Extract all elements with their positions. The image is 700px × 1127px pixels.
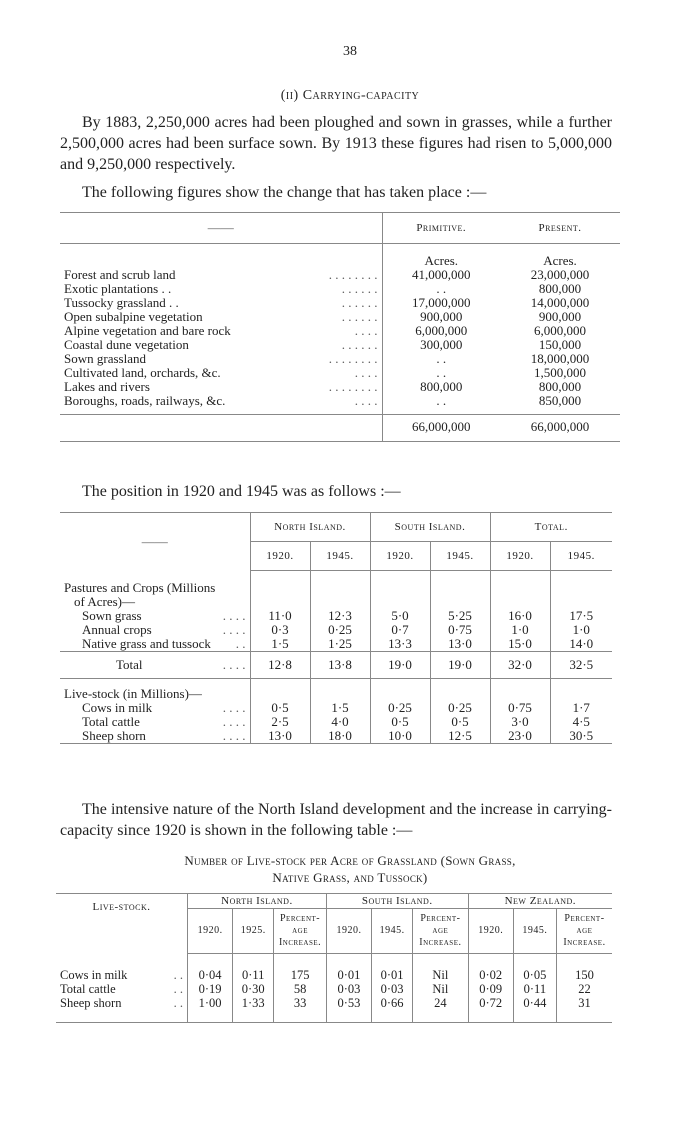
leader-dots: . . . . . . xyxy=(341,337,378,352)
leader-dots: . . . . xyxy=(354,323,378,338)
year-header: 1920. xyxy=(187,909,232,954)
row-label: Annual crops xyxy=(82,621,152,637)
value-cell: 12·5 xyxy=(430,729,490,744)
table-row xyxy=(60,609,612,623)
value-cell: 0·01 xyxy=(372,968,413,982)
table-row xyxy=(60,729,612,744)
section-title: (ii) Carrying-capacity xyxy=(280,88,420,103)
value-cell: 16·0 xyxy=(490,609,550,623)
leader-dots: . . . . xyxy=(222,699,246,715)
total-present: 66,000,000 xyxy=(500,415,620,442)
livestock-label xyxy=(56,982,187,996)
leader-dots: . . . . xyxy=(222,656,246,672)
primitive-value: 6,000,000 xyxy=(382,324,500,338)
total-value: 12·8 xyxy=(250,651,310,678)
t3-group-north: North Island. xyxy=(187,894,326,909)
value-cell: 0·11 xyxy=(233,968,274,982)
pct-header-line: age xyxy=(576,925,593,936)
pastures-header: Pastures and Crops (Millions xyxy=(64,579,216,595)
present-value: 1,500,000 xyxy=(534,365,586,380)
value-cell: 0·03 xyxy=(372,982,413,996)
leader-dots: . . xyxy=(173,995,183,1010)
year-header: 1945. xyxy=(513,909,556,954)
row-label: Coastal dune vegetation xyxy=(64,337,189,352)
pastures-header-cont: of Acres)— xyxy=(74,593,136,609)
row-label-cell xyxy=(60,609,250,623)
total-primitive: 66,000,000 xyxy=(382,415,500,442)
caption-line-2: Native Grass, and Tussock) xyxy=(272,870,428,885)
table-row xyxy=(60,324,620,338)
livestock-header: Live-stock (in Millions)— xyxy=(64,685,202,701)
leader-dots: . . . . . . . . xyxy=(328,379,378,394)
table-row xyxy=(56,968,612,982)
primitive-value: . . xyxy=(382,282,500,296)
value-cell: 0·5 xyxy=(430,715,490,729)
pct-header xyxy=(413,909,468,954)
table-row xyxy=(60,366,620,380)
total-label-cell xyxy=(60,651,250,678)
value-cell: 14·0 xyxy=(550,637,612,652)
vegetation-label xyxy=(60,268,382,282)
value-cell: 0·75 xyxy=(430,623,490,637)
row-label: Exotic plantations . . xyxy=(64,281,172,296)
leader-dots: . . . . xyxy=(354,393,378,408)
paragraph-1: By 1883, 2,250,000 acres had been ploughed and sown in grasses, while a further 2,500,000 acres had been surface sown. By 1913 these figures had risen to 5,000,000 and 9,250,000 respectively. xyxy=(60,114,612,173)
value-cell: 5·25 xyxy=(430,609,490,623)
value-cell: 0·09 xyxy=(468,982,513,996)
table-row xyxy=(56,996,612,1010)
value-cell: 22 xyxy=(556,982,612,996)
col-present: Present. xyxy=(500,213,620,244)
table-row xyxy=(60,282,620,296)
present-value: 800,000 xyxy=(538,379,582,394)
table-row xyxy=(56,982,612,996)
pct-header-line: Percent- xyxy=(280,913,321,924)
leader-dots: . . . . . . xyxy=(341,309,378,324)
row-label-cell xyxy=(60,623,250,637)
table-caption xyxy=(60,852,640,886)
row-label-cell xyxy=(60,701,250,715)
pct-header-line: Increase. xyxy=(563,937,606,948)
row-label: Cows in milk xyxy=(60,967,128,982)
value-cell: 1·5 xyxy=(310,701,370,715)
total-label: Total xyxy=(116,656,143,672)
present-value: 23,000,000 xyxy=(530,267,590,282)
present-value: 850,000 xyxy=(538,393,582,408)
value-cell: 0·75 xyxy=(490,701,550,715)
value-cell: 30·5 xyxy=(550,729,612,744)
primitive-value: . . xyxy=(382,366,500,380)
leader-dots: . . . . xyxy=(222,727,246,743)
units-primitive: Acres. xyxy=(382,254,500,268)
value-cell: 31 xyxy=(556,996,612,1010)
value-cell: 17·5 xyxy=(550,609,612,623)
vegetation-label xyxy=(60,324,382,338)
value-cell: 1·00 xyxy=(187,996,232,1010)
row-label: Sheep shorn xyxy=(60,995,122,1010)
value-cell: 0·7 xyxy=(370,623,430,637)
pct-header-line: age xyxy=(292,925,308,936)
primitive-value: 900,000 xyxy=(382,310,500,324)
table-row xyxy=(60,394,620,408)
value-cell: 11·0 xyxy=(250,609,310,623)
row-label: Cultivated land, orchards, &c. xyxy=(64,365,221,380)
value-cell: 0·44 xyxy=(513,996,556,1010)
vegetation-change-table xyxy=(60,212,620,444)
t3-rows xyxy=(56,968,612,1010)
value-cell: 4·5 xyxy=(550,715,612,729)
caption-line-1: Number of Live-stock per Acre of Grassland (Sown Grass, xyxy=(184,853,516,868)
row-label-cell xyxy=(60,637,250,652)
year-header: 1920. xyxy=(326,909,371,954)
value-cell: 0·11 xyxy=(513,982,556,996)
row-label: Total cattle xyxy=(60,981,116,996)
table-row xyxy=(60,352,620,366)
page-number: 38 xyxy=(343,44,357,59)
row-label-cell xyxy=(60,715,250,729)
value-cell: 0·25 xyxy=(310,623,370,637)
group-north-island: North Island. xyxy=(250,513,370,542)
vegetation-label xyxy=(60,380,382,394)
value-cell: 3·0 xyxy=(490,715,550,729)
pct-header xyxy=(556,909,612,954)
leader-dots: . . . . . . . . xyxy=(328,267,378,282)
table-row xyxy=(60,268,620,282)
table-row xyxy=(60,338,620,352)
pastures-rows xyxy=(60,609,612,652)
value-cell: 13·0 xyxy=(250,729,310,744)
value-cell: 0·19 xyxy=(187,982,232,996)
vegetation-label xyxy=(60,310,382,324)
primitive-value: . . xyxy=(382,352,500,366)
value-cell: 150 xyxy=(556,968,612,982)
value-cell: 18·0 xyxy=(310,729,370,744)
value-cell: 0·5 xyxy=(250,701,310,715)
present-value: 900,000 xyxy=(538,309,582,324)
paragraph-3: The position in 1920 and 1945 was as follows :— xyxy=(82,483,401,500)
primitive-value: 17,000,000 xyxy=(382,296,500,310)
present-value: 6,000,000 xyxy=(534,323,586,338)
present-value: 800,000 xyxy=(538,281,582,296)
row-label: Sheep shorn xyxy=(82,727,146,743)
value-cell: 15·0 xyxy=(490,637,550,652)
value-cell: 1·0 xyxy=(550,623,612,637)
t3-group-south: South Island. xyxy=(326,894,468,909)
year-header: 1920. xyxy=(490,542,550,571)
pct-header-line: Percent- xyxy=(420,913,461,924)
vegetation-label xyxy=(60,366,382,380)
vegetation-rows xyxy=(60,268,620,408)
row-label: Boroughs, roads, railways, &c. xyxy=(64,393,226,408)
leader-dots: . . . . xyxy=(222,713,246,729)
year-header: 1945. xyxy=(372,909,413,954)
present-value: 14,000,000 xyxy=(530,295,590,310)
paragraph-2: The following figures show the change that has taken place :— xyxy=(82,184,487,201)
vegetation-label xyxy=(60,282,382,296)
year-header: 1945. xyxy=(430,542,490,571)
year-header: 1945. xyxy=(550,542,612,571)
value-cell: 0·25 xyxy=(370,701,430,715)
value-cell: 1·25 xyxy=(310,637,370,652)
year-header: 1920. xyxy=(250,542,310,571)
present-value: 18,000,000 xyxy=(530,351,590,366)
value-cell: 0·5 xyxy=(370,715,430,729)
row-label: Sown grass xyxy=(82,607,142,623)
group-total: Total. xyxy=(490,513,612,542)
table-row xyxy=(60,310,620,324)
table-row xyxy=(60,637,612,652)
pct-header-line: Percent- xyxy=(564,913,605,924)
value-cell: 2·5 xyxy=(250,715,310,729)
value-cell: 23·0 xyxy=(490,729,550,744)
row-label: Tussocky grassland . . xyxy=(64,295,179,310)
leader-dots: . . . . . . xyxy=(341,281,378,296)
row-label: Native grass and tussock xyxy=(82,635,211,651)
leader-dots: . . . . . . . . xyxy=(328,351,378,366)
primitive-value: 300,000 xyxy=(382,338,500,352)
vegetation-label xyxy=(60,352,382,366)
leader-dots: . . xyxy=(173,967,183,982)
total-value: 19·0 xyxy=(430,651,490,678)
value-cell: 0·66 xyxy=(372,996,413,1010)
value-cell: 0·02 xyxy=(468,968,513,982)
pct-header xyxy=(274,909,327,954)
units-present: Acres. xyxy=(543,253,577,268)
t3-group-nz: New Zealand. xyxy=(468,894,612,909)
pct-header-line: age xyxy=(432,925,449,936)
total-value: 32·0 xyxy=(490,651,550,678)
position-1920-1945-table: —— North Island. South Island. Total. 1920. 1945. 1920. 1945. 1920. 1945. Pastures and Crops (Millions of Acres)— Sown grass . . . . 11·0 12·3 5·0 5·25 16·0 17·5 Annual crops . . . . 0·3 0·25 0·7 0·75 1·0 1·0 Native grass and tussock . . 1·5 1·25 13·3 13·0 15·0 14·0 Total . . . . 12·8 13·8 19·0 19·0 32·0 32·5 Live-stock (in Millions)— Cows in milk . . . . 0·5 1·5 0·25 0·25 0·75 1·7 Total cattle . . . . 2·5 4·0 0·5 0·5 3·0 4·5 Sheep shorn . . . . 13·0 18·0 10·0 12·5 23·0 30·5 xyxy=(60,512,612,746)
row-label-cell xyxy=(60,729,250,744)
total-value: 19·0 xyxy=(370,651,430,678)
value-cell: 1·7 xyxy=(550,701,612,715)
stub-header: Live-stock. xyxy=(56,894,187,954)
table-row xyxy=(60,296,620,310)
row-label: Alpine vegetation and bare rock xyxy=(64,323,231,338)
paragraph-4: The intensive nature of the North Island development and the increase in carrying-capacity since 1920 is shown in the following table :— xyxy=(60,801,612,839)
row-label: Forest and scrub land xyxy=(64,267,176,282)
value-cell: 10·0 xyxy=(370,729,430,744)
vegetation-label xyxy=(60,394,382,408)
total-value: 32·5 xyxy=(550,651,612,678)
livestock-label xyxy=(56,968,187,982)
value-cell: 1·33 xyxy=(233,996,274,1010)
vegetation-label xyxy=(60,296,382,310)
livestock-label xyxy=(56,996,187,1010)
value-cell: 0·01 xyxy=(326,968,371,982)
value-cell: 0·53 xyxy=(326,996,371,1010)
value-cell: 13·0 xyxy=(430,637,490,652)
leader-dots: . . xyxy=(235,635,246,651)
livestock-per-acre-table xyxy=(56,893,612,1025)
total-value: 13·8 xyxy=(310,651,370,678)
value-cell: 175 xyxy=(274,968,327,982)
year-header: 1920. xyxy=(468,909,513,954)
row-label: Sown grassland xyxy=(64,351,146,366)
leader-dots: . . . . xyxy=(222,607,246,623)
value-cell: 33 xyxy=(274,996,327,1010)
total-row xyxy=(60,415,620,442)
value-cell: 58 xyxy=(274,982,327,996)
value-cell: 0·04 xyxy=(187,968,232,982)
value-cell: 0·30 xyxy=(233,982,274,996)
value-cell: 12·3 xyxy=(310,609,370,623)
vegetation-label xyxy=(60,338,382,352)
row-label: Open subalpine vegetation xyxy=(64,309,203,324)
leader-dots: . . . . xyxy=(354,365,378,380)
value-cell: 0·3 xyxy=(250,623,310,637)
value-cell: 0·25 xyxy=(430,701,490,715)
col-primitive: Primitive. xyxy=(382,213,500,244)
leader-dots: . . xyxy=(173,981,183,996)
value-cell: 0·03 xyxy=(326,982,371,996)
leader-dots: . . . . . . xyxy=(341,295,378,310)
group-south-island: South Island. xyxy=(370,513,490,542)
value-cell: 4·0 xyxy=(310,715,370,729)
table-row xyxy=(60,380,620,394)
table-header-row: —— Primitive. Present. xyxy=(60,213,620,244)
primitive-value: 800,000 xyxy=(382,380,500,394)
pastures-total-row xyxy=(60,651,612,678)
value-cell: 1·5 xyxy=(250,637,310,652)
row-label: Total cattle xyxy=(82,713,140,729)
value-cell: 13·3 xyxy=(370,637,430,652)
value-cell: 0·05 xyxy=(513,968,556,982)
pct-header-line: Increase. xyxy=(419,937,462,948)
table-row xyxy=(60,623,612,637)
year-header: 1945. xyxy=(310,542,370,571)
value-cell: 5·0 xyxy=(370,609,430,623)
leader-dots: . . . . xyxy=(222,621,246,637)
year-header: 1925. xyxy=(233,909,274,954)
table-row xyxy=(60,715,612,729)
pct-header-line: Increase. xyxy=(278,937,322,948)
row-label: Cows in milk xyxy=(82,699,153,715)
present-value: 150,000 xyxy=(538,337,582,352)
year-header: 1920. xyxy=(370,542,430,571)
value-cell: Nil xyxy=(413,968,468,982)
value-cell: 0·72 xyxy=(468,996,513,1010)
livestock-rows xyxy=(60,701,612,744)
table-row xyxy=(60,701,612,715)
value-cell: 24 xyxy=(413,996,468,1010)
primitive-value: 41,000,000 xyxy=(382,268,500,282)
value-cell: Nil xyxy=(413,982,468,996)
value-cell: 1·0 xyxy=(490,623,550,637)
row-label: Lakes and rivers xyxy=(64,379,150,394)
primitive-value: . . xyxy=(382,394,500,408)
